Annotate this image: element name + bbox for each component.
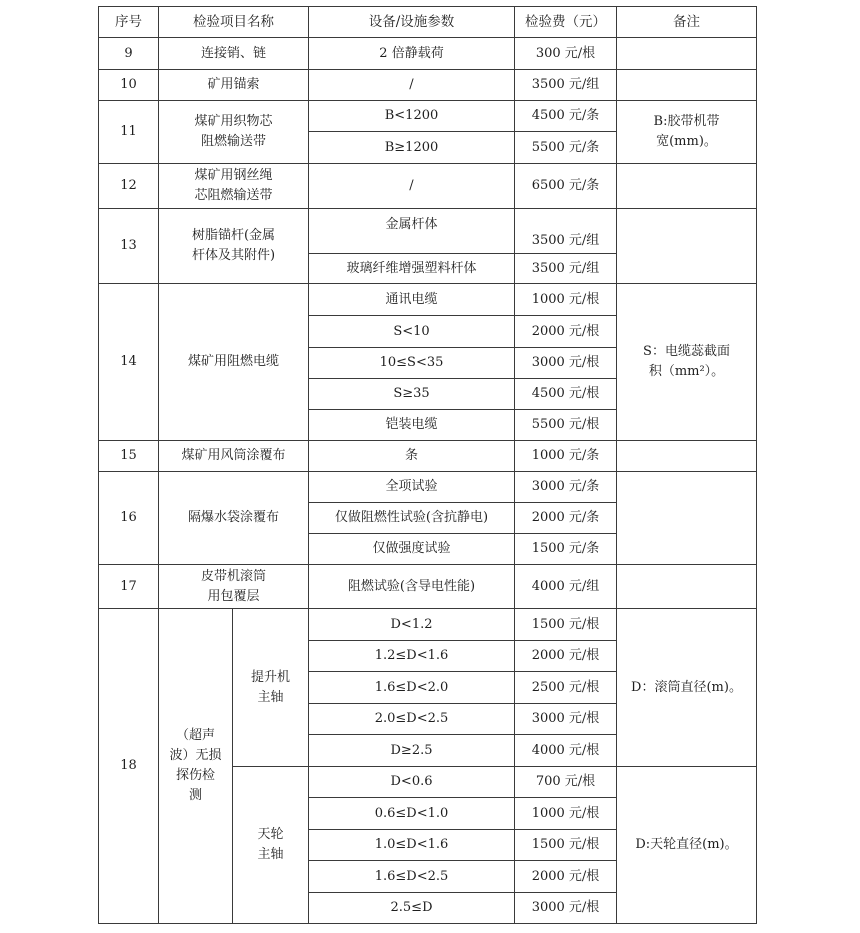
table-row (99, 101, 757, 132)
table-row (99, 609, 757, 641)
param-cell: D<0.6 (309, 767, 515, 798)
param-cell: D≥2.5 (309, 735, 515, 767)
fee-cell: 4000 元/组 (515, 565, 617, 609)
header-fee: 检验费（元） (515, 7, 617, 38)
item-cell: 连接销、链 (159, 38, 309, 70)
item-cell: 树脂锚杆(金属 杆体及其附件) (159, 209, 309, 284)
param-cell: 2 倍静载荷 (309, 38, 515, 70)
param-cell: S≥35 (309, 379, 515, 410)
param-cell: B<1200 (309, 101, 515, 132)
seq-cell: 15 (99, 441, 159, 472)
param-cell: / (309, 164, 515, 209)
param-cell: 玻璃纤维增强塑料杆体 (309, 254, 515, 284)
param-cell: 1.6≤D<2.0 (309, 672, 515, 704)
seq-cell: 12 (99, 164, 159, 209)
table-row (99, 284, 757, 316)
subgroup-cell: 提升机 主轴 (233, 609, 309, 767)
item-cell: 矿用锚索 (159, 70, 309, 101)
table-row (99, 38, 757, 70)
param-cell: 阻燃试验(含导电性能) (309, 565, 515, 609)
note-cell (617, 70, 757, 101)
header-seq: 序号 (99, 7, 159, 38)
param-cell: 金属杆体 (309, 209, 515, 254)
header-item: 检验项目名称 (159, 7, 309, 38)
item-cell: 皮带机滚筒 用包覆层 (159, 565, 309, 609)
note-cell: D:天轮直径(m)。 (617, 767, 757, 924)
fee-cell: 2500 元/根 (515, 672, 617, 704)
note-cell (617, 441, 757, 472)
param-cell: S<10 (309, 316, 515, 348)
item-cell: 煤矿用织物芯 阻燃输送带 (159, 101, 309, 164)
fee-cell: 1500 元/根 (515, 609, 617, 641)
fee-table (98, 6, 757, 924)
table-row (99, 472, 757, 503)
param-cell: 0.6≤D<1.0 (309, 798, 515, 830)
note-cell: B:胶带机带 宽(mm)。 (617, 101, 757, 164)
subgroup-cell: 天轮 主轴 (233, 767, 309, 924)
fee-cell: 3000 元/根 (515, 704, 617, 735)
seq-cell: 13 (99, 209, 159, 284)
table-row (99, 565, 757, 609)
item-cell: （超声 波）无损 探伤检 测 (159, 609, 233, 924)
param-cell: 10≤S<35 (309, 348, 515, 379)
fee-cell: 2000 元/根 (515, 316, 617, 348)
param-cell: B≥1200 (309, 132, 515, 164)
item-cell: 煤矿用阻燃电缆 (159, 284, 309, 441)
note-cell: S：电缆蕊截面 积（mm²）。 (617, 284, 757, 441)
fee-cell: 1500 元/条 (515, 534, 617, 565)
fee-cell: 3000 元/根 (515, 348, 617, 379)
seq-cell: 16 (99, 472, 159, 565)
fee-cell: 4500 元/条 (515, 101, 617, 132)
fee-cell: 700 元/根 (515, 767, 617, 798)
fee-cell: 4500 元/根 (515, 379, 617, 410)
param-cell: 仅做阻燃性试验(含抗静电) (309, 503, 515, 534)
table-row (99, 70, 757, 101)
note-cell (617, 472, 757, 565)
table-row (99, 164, 757, 209)
seq-cell: 9 (99, 38, 159, 70)
param-cell: 2.5≤D (309, 893, 515, 924)
seq-cell: 17 (99, 565, 159, 609)
item-cell: 煤矿用风筒涂覆布 (159, 441, 309, 472)
fee-cell: 300 元/根 (515, 38, 617, 70)
item-cell: 隔爆水袋涂覆布 (159, 472, 309, 565)
seq-cell: 10 (99, 70, 159, 101)
item-cell: 煤矿用钢丝绳 芯阻燃输送带 (159, 164, 309, 209)
fee-cell: 3500 元/组 (515, 209, 617, 254)
header-note: 备注 (617, 7, 757, 38)
note-cell (617, 164, 757, 209)
fee-cell: 3500 元/组 (515, 70, 617, 101)
fee-cell: 2000 元/根 (515, 641, 617, 672)
param-cell: 全项试验 (309, 472, 515, 503)
seq-cell: 11 (99, 101, 159, 164)
fee-cell: 3000 元/条 (515, 472, 617, 503)
note-cell (617, 209, 757, 284)
fee-cell: 2000 元/根 (515, 861, 617, 893)
seq-cell: 14 (99, 284, 159, 441)
param-cell: 2.0≤D<2.5 (309, 704, 515, 735)
note-cell (617, 565, 757, 609)
param-cell: 1.2≤D<1.6 (309, 641, 515, 672)
fee-cell: 5500 元/条 (515, 132, 617, 164)
fee-cell: 6500 元/条 (515, 164, 617, 209)
param-cell: / (309, 70, 515, 101)
fee-cell: 3500 元/组 (515, 254, 617, 284)
fee-cell: 3000 元/根 (515, 893, 617, 924)
header-params: 设备/设施参数 (309, 7, 515, 38)
table-row (99, 209, 757, 254)
fee-cell: 5500 元/根 (515, 410, 617, 441)
fee-cell: 1500 元/根 (515, 830, 617, 861)
fee-cell: 1000 元/根 (515, 284, 617, 316)
fee-cell: 4000 元/根 (515, 735, 617, 767)
param-cell: 铠装电缆 (309, 410, 515, 441)
table-row (99, 441, 757, 472)
param-cell: 1.6≤D<2.5 (309, 861, 515, 893)
param-cell: 1.0≤D<1.6 (309, 830, 515, 861)
fee-cell: 1000 元/根 (515, 798, 617, 830)
fee-cell: 2000 元/条 (515, 503, 617, 534)
param-cell: 仅做强度试验 (309, 534, 515, 565)
fee-cell: 1000 元/条 (515, 441, 617, 472)
note-cell (617, 38, 757, 70)
seq-cell: 18 (99, 609, 159, 924)
param-cell: D<1.2 (309, 609, 515, 641)
header-row (99, 7, 757, 38)
param-cell: 条 (309, 441, 515, 472)
param-cell: 通讯电缆 (309, 284, 515, 316)
note-cell: D：滚筒直径(m)。 (617, 609, 757, 767)
